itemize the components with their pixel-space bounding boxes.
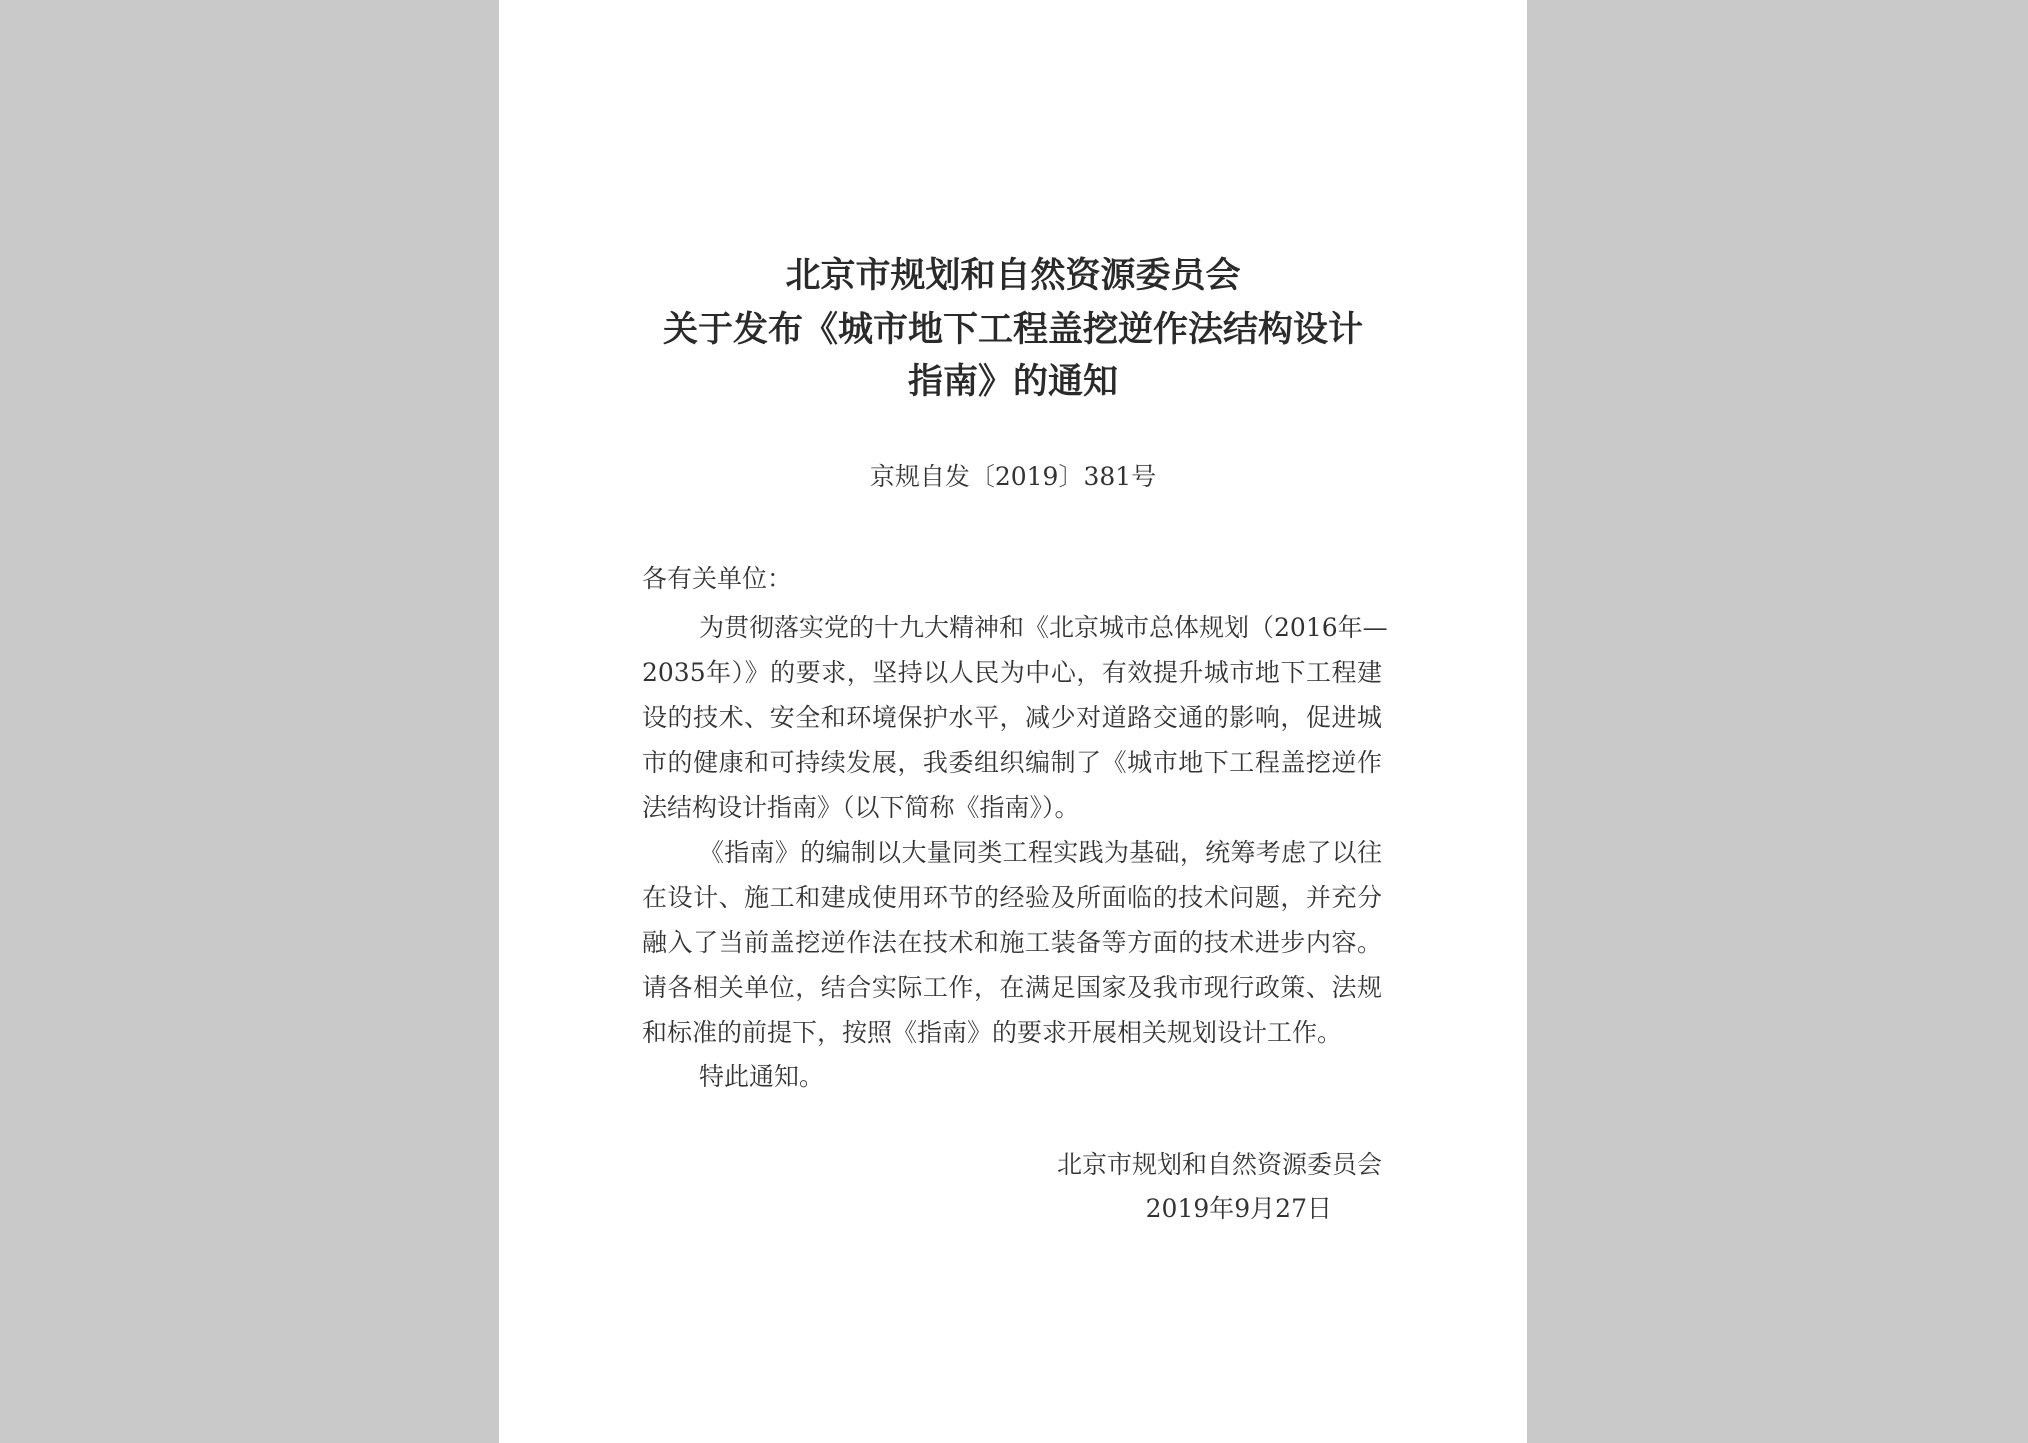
paragraph-2-line: 融入了当前盖挖逆作法在技术和施工装备等方面的技术进步内容。 <box>642 928 1382 957</box>
signature-organization: 北京市规划和自然资源委员会 <box>1056 1150 1382 1179</box>
paragraph-1-line: 设的技术、安全和环境保护水平，减少对道路交通的影响，促进城 <box>642 703 1382 732</box>
closing-line: 特此通知。 <box>699 1062 825 1091</box>
salutation: 各有关单位： <box>642 564 793 593</box>
paragraph-2-line: 在设计、施工和建成使用环节的经验及所面临的技术问题，并充分 <box>642 883 1382 912</box>
paragraph-2-line: 请各相关单位，结合实际工作，在满足国家及我市现行政策、法规 <box>642 973 1382 1002</box>
title-line-2: 关于发布《城市地下工程盖挖逆作法结构设计 <box>662 310 1363 350</box>
paragraph-1-line: 2035年）》的要求，坚持以人民为中心，有效提升城市地下工程建 <box>642 658 1382 687</box>
paragraph-1-line: 为贯彻落实党的十九大精神和《北京城市总体规划（2016年— <box>699 613 1388 642</box>
title-line-1: 北京市规划和自然资源委员会 <box>785 256 1241 296</box>
document-number: 京规自发〔2019〕381号 <box>869 462 1157 491</box>
title-line-3: 指南》的通知 <box>907 362 1118 402</box>
signature-date: 2019年9月27日 <box>1145 1194 1332 1223</box>
paragraph-1-line: 法结构设计指南》（以下简称《指南》）。 <box>642 793 1080 822</box>
document-page <box>499 0 1527 1443</box>
paragraph-2-line: 《指南》的编制以大量同类工程实践为基础，统筹考虑了以往 <box>699 838 1382 867</box>
paragraph-1-line: 市的健康和可持续发展，我委组织编制了《城市地下工程盖挖逆作 <box>642 748 1382 777</box>
paragraph-2-line: 和标准的前提下，按照《指南》的要求开展相关规划设计工作。 <box>642 1018 1343 1047</box>
